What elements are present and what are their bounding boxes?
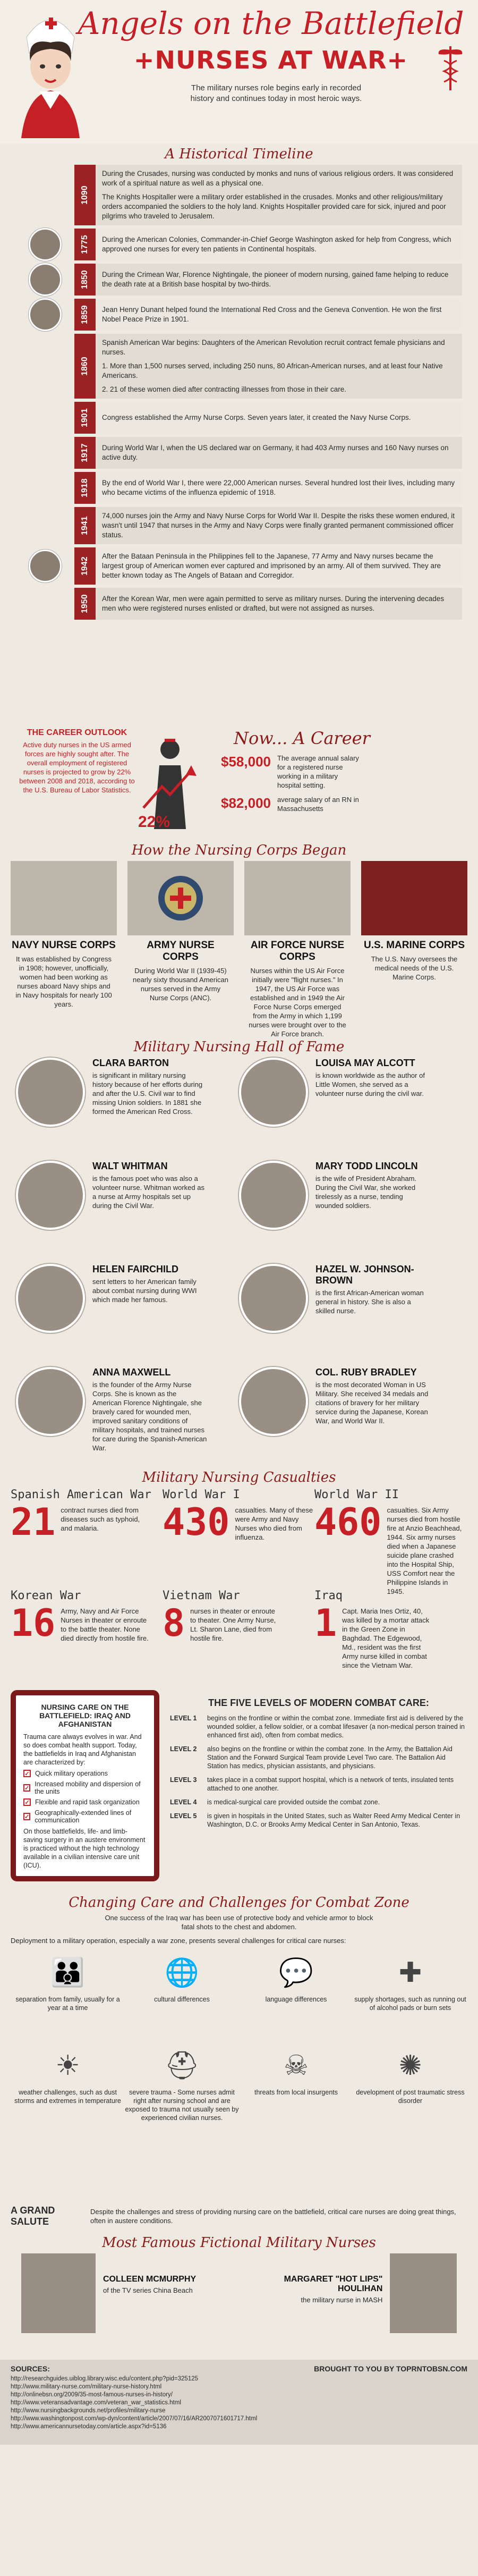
timeline-image — [16, 264, 74, 295]
hof-name: WALT WHITMAN — [92, 1161, 168, 1171]
nurse-photo — [390, 2253, 457, 2333]
navy-photo — [11, 861, 117, 935]
hof-name: HELEN FAIRCHILD — [92, 1264, 178, 1274]
career-stats — [207, 728, 462, 834]
patient-icon: ⛑ — [164, 2050, 200, 2081]
timeline-row — [16, 507, 462, 544]
timeline-image — [16, 179, 74, 211]
care-level — [170, 1714, 467, 1739]
timeline-text — [96, 334, 462, 399]
timeline-text — [96, 547, 462, 585]
hof-item — [16, 1161, 239, 1262]
source-link[interactable]: http://researchguides.uiblog.library.wisc.edu/content.php?pid=325125 — [11, 2376, 199, 2382]
corps-name: ARMY NURSE CORPS — [147, 940, 215, 962]
hof-name: COL. RUBY BRADLEY — [315, 1367, 417, 1378]
casualty-text: Army, Navy and Air Force Nurses in theater or enroute to the battle theater. None died directly from hostile fire. — [61, 1607, 149, 1642]
level-label: LEVEL 5 — [170, 1812, 197, 1820]
timeline-row — [16, 402, 462, 434]
growth-percent: 22% — [138, 813, 170, 831]
brain-icon: ✺ — [398, 2050, 422, 2081]
hof-text: is the first African-American woman general in history. She is also a skilled nurse. — [315, 1289, 424, 1315]
challenge-text: cultural differences — [154, 1996, 210, 2003]
war-name: Korean War — [11, 1589, 81, 1602]
care-level — [170, 1798, 467, 1806]
timeline-paragraph: Spanish American War begins: Daughters of the American Revolution recruit contract female physicians and nurses. — [102, 339, 445, 356]
timeline-row — [16, 229, 462, 260]
brought-by: BROUGHT TO YOU BY TOPRNTOBSN.COM — [314, 2364, 467, 2373]
casualty-item — [314, 1589, 466, 1682]
corps-name: NAVY NURSE CORPS — [12, 940, 116, 951]
casualties-heading: Military Nursing Casualties — [142, 1469, 336, 1485]
hall-of-fame — [0, 1058, 478, 1467]
army-seal-icon — [157, 874, 204, 922]
source-link[interactable]: http://www.military-nurse.com/military-nurse-history.html — [11, 2384, 162, 2390]
source-link[interactable]: http://www.americannursetoday.com/article.aspx?id=5136 — [11, 2423, 167, 2430]
hof-heading: Military Nursing Hall of Fame — [133, 1039, 345, 1055]
hof-name: ANNA MAXWELL — [92, 1367, 171, 1378]
medkit-icon: ✚ — [398, 1957, 422, 1988]
challenge-text: separation from family, usually for a year at a time — [15, 1996, 120, 2012]
grand-salute-text: Despite the challenges and stress of providing nursing care on the battlefield, critical care nurses are doing great things, often in austere conditions. — [90, 2208, 456, 2225]
timeline-year: 1950 — [74, 588, 96, 620]
timeline-text — [96, 437, 462, 469]
timeline-paragraph: Congress established the Army Nurse Corps. Seven years later, it created the Navy Nurse Corps. — [102, 413, 411, 421]
source-link[interactable]: http://onlinebsn.org/2009/35-most-famous-nurses-in-history/ — [11, 2392, 173, 2398]
corps-text: Nurses within the US Air Force initially were "flight nurses." In 1947, the US Air Force was established and in 1949 the Air Force Nurse Corps emerged from the Army in which 1,199 nurses were brought over to the Air Force branch. — [249, 967, 346, 1038]
timeline-image — [16, 299, 74, 331]
nurse-desc: the military nurse in MASH — [301, 2296, 383, 2304]
timeline-heading: A Historical Timeline — [165, 146, 313, 162]
fictional-heading: Most Famous Fictional Military Nurses — [102, 2235, 376, 2251]
timeline-row — [16, 264, 462, 295]
timeline-year: 1917 — [74, 437, 96, 469]
casualty-item — [11, 1488, 163, 1581]
timeline-row — [16, 165, 462, 225]
casualty-text: casualties. Many of these were Army and Navy Nurses who died from influenza. — [235, 1506, 313, 1541]
timeline-text — [96, 507, 462, 544]
ma-salary-value: $82,000 — [221, 795, 271, 811]
airforce-photo — [244, 861, 351, 935]
timeline-year: 1901 — [74, 402, 96, 434]
level-label: LEVEL 2 — [170, 1745, 197, 1753]
level-text: takes place in a combat support hospital, which is a network of tents, insulated tents attached to one another. — [207, 1776, 454, 1792]
challenge-item — [239, 1950, 353, 2043]
casualty-count: 8 — [163, 1601, 185, 1645]
war-name: World War I — [163, 1488, 240, 1501]
family-icon: 👪 — [50, 1957, 85, 1988]
page-subtitle: +NURSES AT WAR+ — [133, 46, 408, 74]
globe-icon: 🌐 — [165, 1957, 199, 1988]
source-link[interactable]: http://www.washingtonpost.com/wp-dyn/content/article/2007/07/16/AR2007071601717.html — [11, 2415, 258, 2422]
corps-name: U.S. MARINE CORPS — [363, 940, 465, 951]
corps-grid — [0, 861, 478, 1036]
hof-portrait — [239, 1367, 308, 1436]
combat-care-section — [0, 1690, 478, 1892]
war-name: Spanish American War — [11, 1488, 151, 1501]
checklist-text: Quick military operations — [35, 1770, 108, 1777]
care-level — [170, 1812, 467, 1829]
level-label: LEVEL 1 — [170, 1714, 197, 1722]
skull-icon: ☠ — [284, 2050, 309, 2081]
fictional-nurse — [21, 2253, 234, 2360]
timeline-paragraph: After the Korean War, men were again permitted to serve as military nurses. During the intervening decades men who were registered nurses enlisted or drafted, but were not assigned as nurses. — [102, 595, 445, 612]
fictional-nurse — [244, 2253, 457, 2360]
salary-desc: The average annual salary for a registered nurse working in a military hospital setting. — [277, 754, 359, 789]
checkbox-icon: ✓ — [24, 1785, 30, 1792]
challenges-heading: Changing Care and Challenges for Combat Zone — [69, 1895, 409, 1911]
nurse-desc: of the TV series China Beach — [103, 2286, 193, 2294]
challenge-item — [353, 2043, 467, 2136]
timeline-image — [16, 229, 74, 260]
hof-item — [239, 1264, 462, 1365]
corps-text: It was established by Congress in 1908; however, unofficially, women had been working as nurses aboard Navy ships and in Navy hospitals for nearly 100 years. — [15, 955, 112, 1008]
timeline-paragraph: The Knights Hospitaller were a military order established in the crusades. Monks and other religious/military orders accompanied the soldiers to the holy land. Knights Hospitaller provided care for sick, injured and poor pilgrims who traveled to Jerusalem. — [102, 193, 446, 220]
challenges-lead: Deployment to a military operation, especially a war zone, presents several challenges for critical care nurses: — [11, 1937, 346, 1945]
challenge-item — [125, 2043, 239, 2136]
level-text: begins on the frontline or within the combat zone. Immediate first aid is delivered by the wounded soldier, a fellow soldier, or a combat lifesaver (a non-medical person trained in enhanced first aid), often from combat medics. — [207, 1714, 465, 1739]
intro-text: The military nurses role begins early in recorded history and continues today in most heroic ways. — [190, 83, 362, 103]
portrait-icon — [29, 263, 62, 296]
page-title: Angels on the Battlefield — [78, 5, 464, 41]
caduceus-icon — [434, 44, 466, 91]
timeline-text — [96, 299, 462, 331]
clipboard-card — [11, 1690, 159, 1881]
casualty-item — [163, 1589, 314, 1682]
sun-icon: ☀ — [55, 2050, 80, 2081]
hof-name: LOUISA MAY ALCOTT — [315, 1058, 415, 1068]
challenge-text: severe trauma - Some nurses admit right after nursing school and are exposed to trauma not usually seen by experienced civilian nurses. — [125, 2089, 239, 2122]
timeline-image — [16, 472, 74, 504]
timeline-paragraph: 74,000 nurses join the Army and Navy Nurse Corps for World War II. Despite the risks these women endured, it wasn't until 1947 that nurses in the Army and Navy Corps were finally granted permanent commissioned officer status. — [102, 512, 455, 539]
casualty-item — [314, 1488, 466, 1595]
salary-stat — [212, 754, 462, 790]
challenge-text: language differences — [265, 1996, 327, 2003]
hof-text: is the most decorated Woman in US Military. She received 34 medals and citations of bravery for her military service during the Japanese, Korean War, and World War II. — [315, 1381, 429, 1425]
corps-card — [361, 861, 467, 1036]
war-name: Vietnam War — [163, 1589, 240, 1602]
career-heading: Now... A Career — [234, 728, 370, 748]
timeline-row — [16, 588, 462, 620]
care-level — [170, 1776, 467, 1793]
timeline-paragraph: 2. 21 of these women died after contracting illnesses from those in their care. — [102, 385, 346, 393]
level-label: LEVEL 3 — [170, 1776, 197, 1784]
checklist-item — [23, 1798, 147, 1806]
challenge-text: weather challenges, such as dust storms and extremes in temperature — [14, 2089, 121, 2105]
timeline-text — [96, 264, 462, 295]
hof-text: is the wife of President Abraham. During the Civil War, she worked tirelessly as a nurse, tending wounded soldiers. — [315, 1175, 417, 1210]
casualty-text: contract nurses died from diseases such as typhoid, and malaria. — [61, 1506, 140, 1532]
checklist-text: Geographically-extended lines of communication — [35, 1809, 132, 1824]
corps-name: AIR FORCE NURSE CORPS — [250, 940, 345, 962]
challenge-item — [353, 1950, 467, 2043]
hof-portrait — [239, 1161, 308, 1230]
salary-value: $58,000 — [221, 754, 271, 770]
timeline-row — [16, 547, 462, 585]
corps-card — [244, 861, 351, 1036]
hof-text: is the famous poet who was also a volunteer nurse. Whitman worked as a nurse at Army hospitals set up during the Civil War. — [92, 1175, 204, 1210]
hof-text: is known worldwide as the author of Little Women, she served as a volunteer nurse during the civil war. — [315, 1071, 425, 1097]
casualties-grid — [0, 1488, 478, 1690]
checklist-item — [23, 1809, 147, 1824]
challenge-item — [11, 2043, 125, 2136]
corps-heading: How the Nursing Corps Began — [131, 842, 347, 858]
hof-portrait — [239, 1264, 308, 1333]
level-text: is given in hospitals in the United States, such as Walter Reed Army Medical Center in Washington, D.C. or Brooks Army Medical Center in San Antonio, Texas. — [207, 1812, 460, 1828]
care-levels — [159, 1690, 467, 1892]
timeline-year: 1850 — [74, 264, 96, 295]
career-section — [0, 723, 478, 840]
timeline-row — [16, 334, 462, 399]
casualty-item — [11, 1589, 163, 1682]
corps-text: During World War II (1939-45) nearly sixty thousand American nurses served in the Army Nurse Corps (ANC). — [133, 967, 228, 1002]
clipboard-outro: On those battlefields, life- and limb-saving surgery in an austere environment is practiced without the high technology available in a civilian intensive care unit (ICU). — [23, 1828, 146, 1869]
challenge-item — [125, 1950, 239, 2043]
sources — [0, 2360, 478, 2445]
casualty-text: Capt. Maria Ines Ortiz, 40, was killed by a mortar attack in the Green Zone in Baghdad. The Edgewood, Md., resident was the first Army nurse killed in combat since the Vietnam War. — [342, 1607, 430, 1669]
war-name: Iraq — [314, 1589, 343, 1602]
clipboard-heading: NURSING CARE ON THE BATTLEFIELD: IRAQ AND AFGHANISTAN — [39, 1703, 131, 1728]
timeline-text — [96, 588, 462, 620]
hof-text: is the founder of the Army Nurse Corps. She is known as the American Florence Nightingale, she bravely cared for wounded men, improved sanitary conditions of military hospitals, and trained nurses for care during the Spanish-American War. — [92, 1381, 207, 1452]
portrait-icon — [29, 228, 62, 261]
timeline-row — [16, 472, 462, 504]
challenges-grid — [11, 1950, 467, 2136]
nurse-photo — [21, 2253, 96, 2333]
checkbox-icon: ✓ — [23, 1798, 31, 1806]
challenges-intro: One success of the Iraq war has been use of protective body and vehicle armor to block fatal shots to the chest and abdomen. — [105, 1914, 373, 1931]
timeline-paragraph: During the Crimean War, Florence Nightingale, the pioneer of modern nursing, gained fame helping to reduce the death rate at a British base hospital by two-thirds. — [102, 271, 449, 288]
timeline-image — [16, 437, 74, 469]
timeline-text — [96, 229, 462, 260]
timeline-paragraph: During World War I, when the US declared war on Germany, it had 403 Army nurses and 160 Navy nurses on active duty. — [102, 444, 449, 461]
timeline-paragraph: By the end of World War I, there were 22,000 American nurses. Several hundred lost their lives, including many who became victims of the influenza epidemic of 1918. — [102, 479, 455, 496]
challenges-section — [0, 1913, 478, 2200]
hero — [0, 0, 478, 143]
checklist-item — [23, 1780, 147, 1795]
clipboard-intro: Trauma care always evolves in war. And so does combat health support. Today, the battlefields in Iraq and Afghanistan are characterized by: — [23, 1733, 142, 1766]
army-emblem — [127, 861, 234, 935]
casualty-text: casualties. Six Army nurses died from hostile fire at Anzio Beachhead, 1944. Six army nurses died when a Japanese suicide plane crashed into the Hospital Ship, USS Comfort near the Philippine Islands in 1945. — [387, 1506, 462, 1595]
casualty-count: 460 — [314, 1500, 382, 1544]
sources-label: SOURCES: — [11, 2364, 50, 2373]
corps-card — [127, 861, 234, 1036]
casualty-count: 16 — [11, 1601, 56, 1645]
timeline-year: 1942 — [74, 547, 96, 585]
hof-text: sent letters to her American family about combat nursing during WWI which made her famous. — [92, 1278, 197, 1304]
casualty-item — [163, 1488, 314, 1581]
growth-graphic — [138, 728, 207, 834]
marine-poster — [361, 861, 467, 935]
casualty-count: 21 — [11, 1500, 56, 1544]
source-link[interactable]: http://www.nursingbackgrounds.net/profiles/military-nurse — [11, 2408, 166, 2414]
timeline-year: 1860 — [74, 334, 96, 399]
timeline-year: 1859 — [74, 299, 96, 331]
hof-name: HAZEL W. JOHNSON-BROWN — [315, 1264, 414, 1286]
hof-portrait — [239, 1058, 308, 1127]
hof-portrait — [16, 1161, 85, 1230]
timeline-year: 1941 — [74, 507, 96, 544]
timeline-image — [16, 510, 74, 542]
casualty-count: 430 — [163, 1500, 230, 1544]
hof-portrait — [16, 1264, 85, 1333]
timeline-image — [16, 350, 74, 382]
hof-name: CLARA BARTON — [92, 1058, 169, 1068]
career-outlook — [16, 728, 138, 834]
checklist-item — [23, 1770, 147, 1777]
timeline-paragraph: After the Bataan Peninsula in the Philippines fell to the Japanese, 77 Army and Navy nurses became the largest group of American women ever captured and imprisoned by an army. All of them survived. They are better known today as The Angels of Bataan and Corregidor. — [102, 552, 441, 579]
challenge-item — [239, 2043, 353, 2136]
timeline-paragraph: Jean Henry Dunant helped found the International Red Cross and the Geneva Convention. He won the first Nobel Peace Prize in 1901. — [102, 306, 442, 323]
checkbox-icon: ✓ — [24, 1813, 30, 1820]
ma-salary-desc: average salary of an RN in Massachusetts — [277, 796, 359, 813]
nurse-name: MARGARET "HOT LIPS" HOULIHAN — [284, 2275, 383, 2293]
timeline-text — [96, 472, 462, 504]
timeline-text — [96, 165, 462, 225]
timeline-year: 1775 — [74, 229, 96, 260]
hof-item — [16, 1058, 239, 1159]
checklist-text: Flexible and rapid task organization — [35, 1798, 140, 1806]
hof-item — [239, 1161, 462, 1262]
hof-name: MARY TODD LINCOLN — [315, 1161, 418, 1171]
grand-salute-label: A GRAND SALUTE — [11, 2205, 55, 2227]
career-outlook-text: Active duty nurses in the US armed forces are highly sought after. The overall employment of registered nurses is projected to grow by 22% between 2008 and 2018, according to the U.S. Bureau of Labor Statistics. — [19, 741, 135, 794]
timeline-row — [16, 299, 462, 331]
speech-icon: 💬 — [279, 1957, 313, 1988]
hof-text: is significant in military nursing history because of her efforts during and after the U.S. Civil war to find missing Union soldiers. In 1881 she formed the American Red Cross. — [92, 1071, 203, 1116]
corps-text: The U.S. Navy oversees the medical needs of the U.S. Marine Corps. — [371, 955, 458, 981]
levels-heading: THE FIVE LEVELS OF MODERN COMBAT CARE: — [208, 1697, 429, 1708]
career-outlook-heading: THE CAREER OUTLOOK — [27, 728, 127, 737]
fictional-nurses — [0, 2253, 478, 2360]
challenge-text: supply shortages, such as running out of alcohol pads or burn sets — [354, 1996, 466, 2012]
level-label: LEVEL 4 — [170, 1798, 197, 1806]
casualty-count: 1 — [314, 1601, 337, 1645]
ma-salary-stat — [212, 795, 462, 813]
level-text: also begins on the frontline or within the combat zone. In the Army, the Battalion Aid Station and the Forward Surgical Team provide Level Two care. The Battalion Aid Station has medics, physician assistants, and physicians. — [207, 1745, 453, 1770]
nurse-name: COLLEEN MCMURPHY — [103, 2275, 197, 2284]
source-link[interactable]: http://www.veteransadvantage.com/veteran_war_statistics.html — [11, 2400, 181, 2406]
timeline-image — [16, 402, 74, 434]
level-text: is medical-surgical care provided outside the combat zone. — [207, 1798, 380, 1806]
timeline-row — [16, 437, 462, 469]
hof-item — [16, 1367, 239, 1468]
timeline-image — [16, 550, 74, 582]
checklist-text: Increased mobility and dispersion of the units — [35, 1780, 141, 1795]
challenge-text: development of post traumatic stress disorder — [356, 2089, 465, 2105]
timeline — [16, 165, 462, 723]
sources-list — [11, 2375, 467, 2431]
timeline-text — [96, 402, 462, 434]
challenge-text: threats from local insurgents — [254, 2089, 338, 2096]
portrait-icon — [29, 550, 62, 582]
grand-salute — [0, 2200, 478, 2232]
timeline-paragraph: During the Crusades, nursing was conducted by monks and nuns of various religious orders. It was considered work of a spiritual nature as well as a physical one. — [102, 170, 454, 187]
hof-item — [16, 1264, 239, 1365]
hof-portrait — [16, 1367, 85, 1436]
checkbox-icon: ✓ — [23, 1770, 31, 1777]
corps-card — [11, 861, 117, 1036]
care-level — [170, 1745, 467, 1770]
challenge-item — [11, 1950, 125, 2043]
hof-item — [239, 1367, 462, 1468]
timeline-image — [16, 588, 74, 620]
timeline-paragraph: During the American Colonies, Commander-in-Chief George Washington asked for help from Congress, which approved one nurses for every ten patients in Continental hospitals. — [102, 235, 451, 253]
timeline-year: 1090 — [74, 165, 96, 225]
portrait-icon — [29, 298, 62, 331]
timeline-year: 1918 — [74, 472, 96, 504]
timeline-paragraph: 1. More than 1,500 nurses served, including 250 nuns, 80 African-American nurses, and at least four Native Americans. — [102, 362, 443, 379]
hof-portrait — [16, 1058, 85, 1127]
war-name: World War II — [314, 1488, 399, 1501]
hof-item — [239, 1058, 462, 1159]
nurse-illustration — [5, 5, 96, 138]
casualty-text: nurses in theater or enroute to theater. One Army Nurse, Lt. Sharon Lane, died from hostile fire. — [190, 1607, 276, 1642]
